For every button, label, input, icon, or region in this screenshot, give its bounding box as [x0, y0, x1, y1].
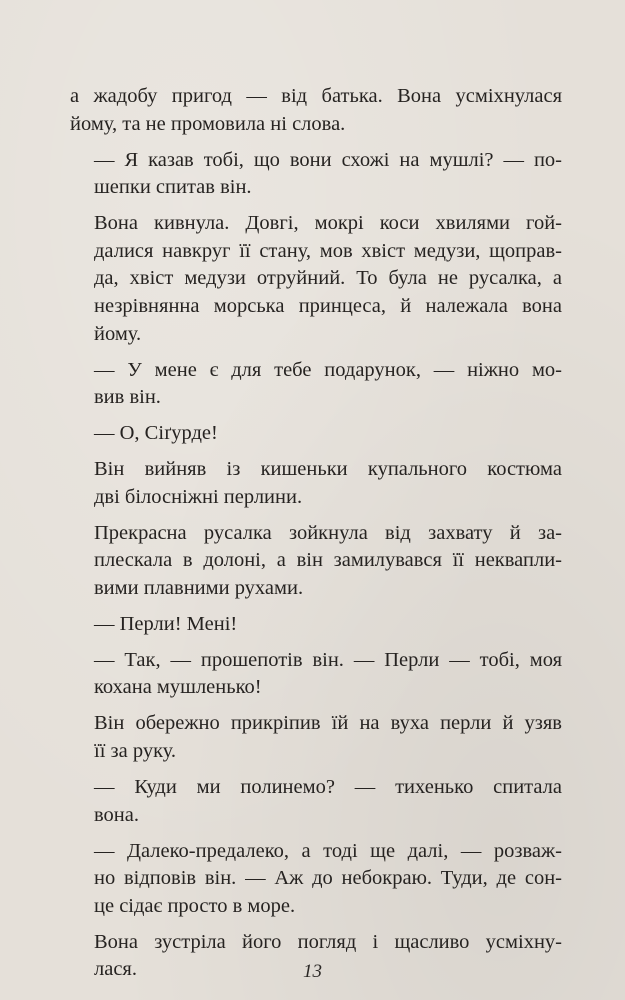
text-line: но відповів він. — Аж до небокраю. Туди, де сон-	[94, 867, 562, 890]
text-line: вона.	[94, 803, 139, 826]
text-line: — У мене є для тебе подарунок, — ніжно мо-	[94, 358, 562, 381]
text-line: Прекрасна русалка зойкнула від захвату й за-	[94, 521, 562, 544]
paragraph	[70, 147, 562, 202]
paragraph	[70, 611, 562, 639]
text-line: вив він.	[94, 386, 161, 409]
text-line: — Так, — прошепотів він. — Перли — тобі, моя	[94, 648, 562, 671]
paragraph	[70, 83, 562, 138]
text-line: незрівнянна морська принцеса, й належала вона	[94, 294, 562, 317]
paragraph	[70, 210, 562, 348]
text-line: дві білосніжні перлини.	[94, 485, 303, 508]
text-line: йому.	[94, 322, 142, 345]
text-line: Він обережно прикріпив їй на вуха перли й узяв	[94, 712, 562, 735]
text-line: шепки спитав він.	[94, 176, 252, 199]
text-line: — Я казав тобі, що вони схожі на мушлі? — по-	[94, 148, 562, 171]
paragraph	[70, 456, 562, 511]
paragraph	[70, 420, 562, 448]
text-line: а жадобу пригод — від батька. Вона усміхнулася	[70, 85, 562, 107]
text-line: її за руку.	[94, 739, 177, 762]
text-line: Вона кивнула. Довгі, мокрі коси хвилями гой-	[94, 212, 562, 235]
text-line: — Куди ми полинемо? — тихенько спитала	[94, 775, 562, 798]
text-line: йому, та не промовила ні слова.	[70, 112, 346, 135]
body-text	[70, 83, 562, 992]
page-number: 13	[303, 961, 322, 982]
text-line: лася.	[94, 958, 137, 981]
paragraph	[70, 774, 562, 829]
text-line: вими плавними рухами.	[94, 576, 304, 599]
text-line: — Далеко-предалеко, а тоді ще далі, — розваж-	[94, 839, 562, 862]
paragraph	[70, 647, 562, 702]
paragraph	[70, 710, 562, 765]
text-line: Вона зустріла його погляд і щасливо усміхну-	[94, 930, 562, 953]
text-line: — О, Сіґурде!	[94, 422, 218, 445]
text-line: да, хвіст медузи отруйний. То була не русалка, а	[94, 267, 562, 290]
paragraph	[70, 357, 562, 412]
text-line: плескала в долоні, а він замилувався її неквапли-	[94, 549, 562, 572]
text-line: далися навкруг її стану, мов хвіст медузи, щоправ-	[94, 239, 562, 262]
paragraph	[70, 838, 562, 921]
text-line: — Перли! Мені!	[94, 612, 238, 635]
text-line: це сідає просто в море.	[94, 894, 296, 917]
text-line: Він вийняв із кишеньки купального костюма	[94, 458, 562, 481]
text-line: кохана мушленько!	[94, 676, 262, 699]
paragraph	[70, 520, 562, 603]
